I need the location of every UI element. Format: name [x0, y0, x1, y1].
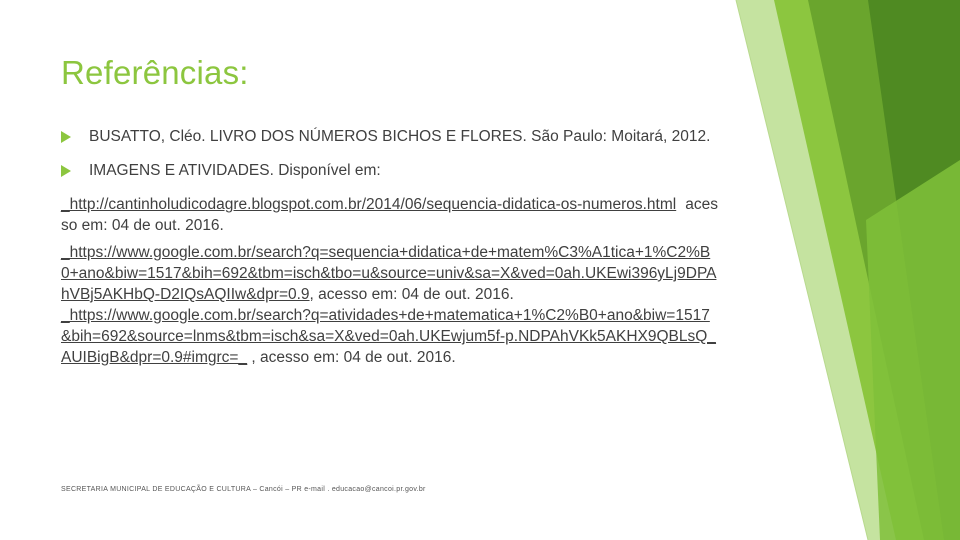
green-arrow-bullet-icon	[61, 165, 71, 177]
slide-footer: SECRETARIA MUNICIPAL DE EDUCAÇÃO E CULTURA – Cancói – PR e-mail . educacao@cancoi.pr.gov.br	[61, 486, 426, 493]
images-heading: IMAGENS E ATIVIDADES. Disponível em:	[89, 162, 381, 179]
access-date: acesso em: 04 de out. 2016.	[61, 196, 718, 234]
book-title: LIVRO DOS NÚMEROS BICHOS E FLORES	[209, 128, 523, 145]
reference-link[interactable]: _http://cantinholudicodagre.blogspot.com.br/2014/06/sequencia-didatica-os-numeros.html	[61, 196, 677, 213]
reference-link[interactable]: _https://www.google.com.br/search?q=atividades+de+matematica+1%C2%B0+ano&biw=1517&bih=692&source=lnms&tbm=isch&sa=X&ved=0ah.UKEwjum5f-p.NDPAhVKk5AKHX9QBLsQ_AUIBigB&dpr=0.9#imgrc=_	[61, 307, 716, 366]
reference-link-item	[61, 305, 718, 368]
reference-link-item	[61, 242, 718, 305]
book-publisher: . São Paulo: Moitará, 2012.	[522, 128, 711, 145]
reference-link[interactable]: _https://www.google.com.br/search?q=sequencia+didatica+de+matem%C3%A1tica+1%C2%B0+ano&biw=1517&bih=692&tbm=isch&tbo=u&source=univ&sa=X&ved=0ah.UKEwi396yLj9DPAhVBj5AKHbQ-D2IQsAQIIw&dpr=0.9	[61, 244, 717, 303]
green-arrow-bullet-icon	[61, 131, 71, 143]
access-date: , acesso em: 04 de out. 2016.	[309, 286, 514, 303]
reference-link-item	[61, 194, 718, 236]
reference-bullet-book	[61, 126, 718, 147]
reference-bullet-images	[61, 160, 718, 181]
references-content	[61, 126, 718, 374]
slide-title: Referências:	[61, 54, 249, 91]
access-date: , acesso em: 04 de out. 2016.	[247, 349, 456, 366]
book-author: BUSATTO, Cléo.	[89, 128, 210, 145]
